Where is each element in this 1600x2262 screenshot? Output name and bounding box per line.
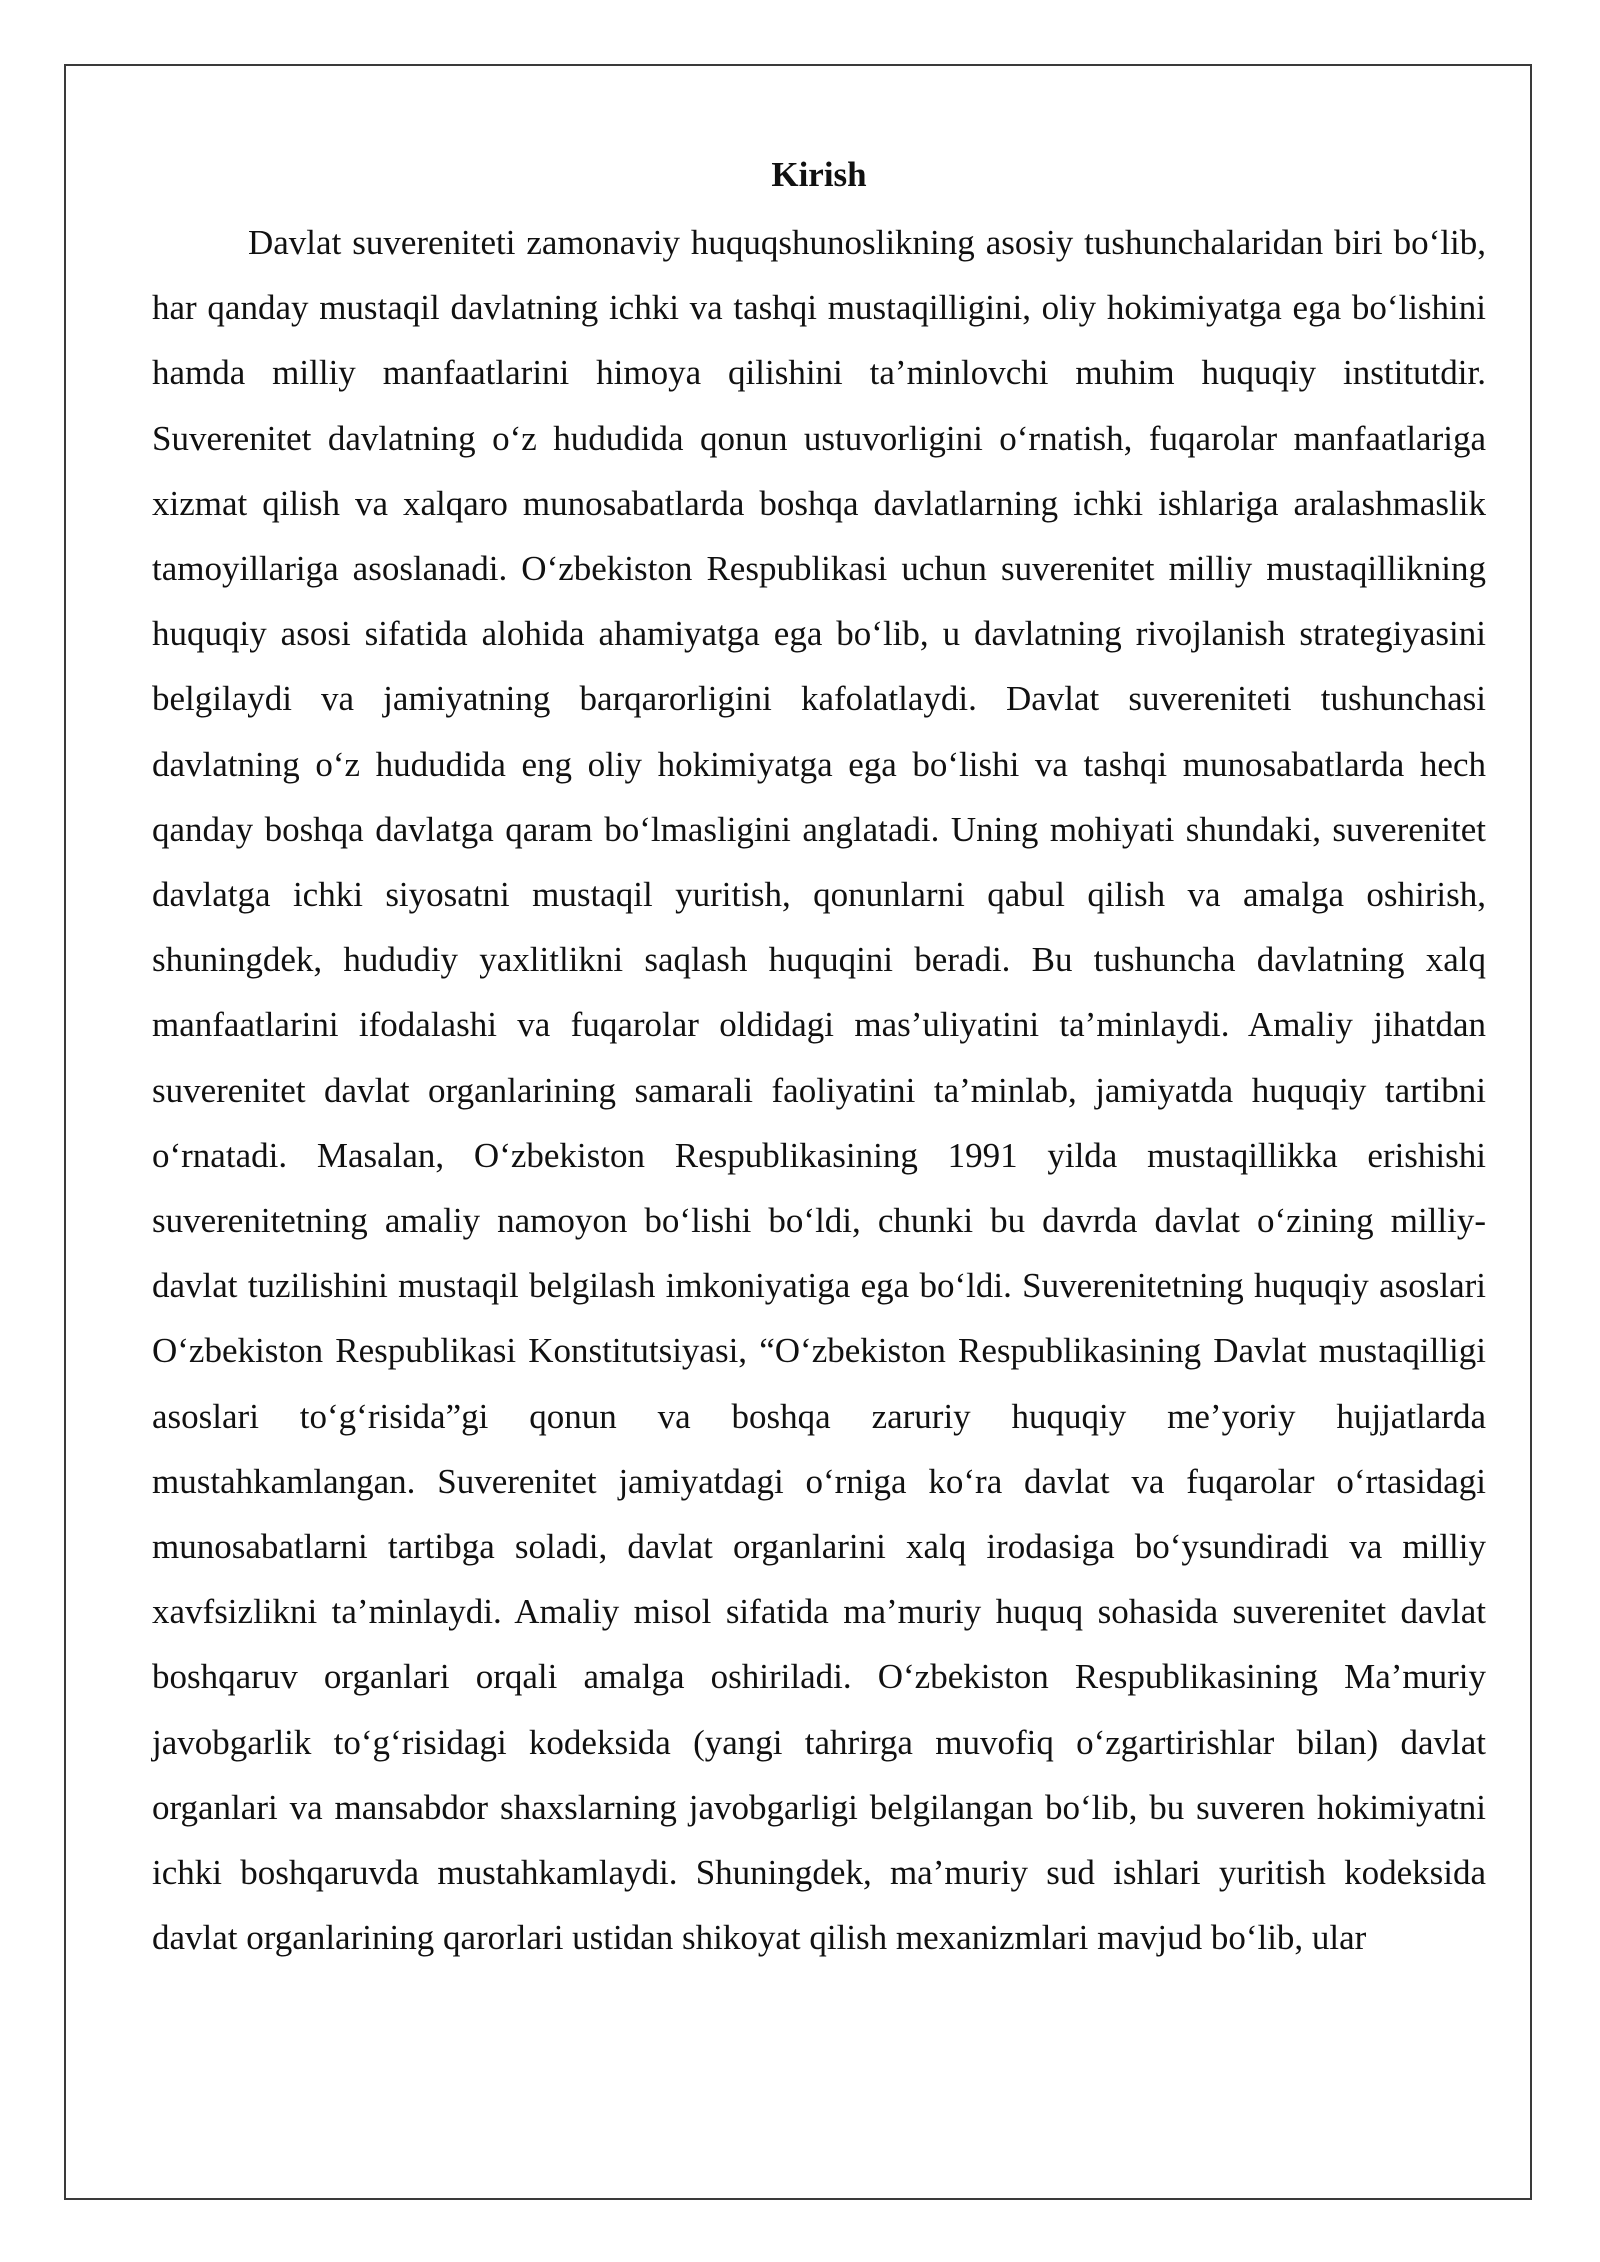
body-paragraph: Davlat suvereniteti zamonaviy huquqshunoslikning asosiy tushunchalaridan biri bo‘lib, har qanday mustaqil davlatning ichki va tashqi mustaqilligini, oliy hokimiyatga ega bo‘lishini hamda milliy manfaatlarini himoya qilishini ta’minlovchi muhim huquqiy institutdir. Suverenitet davlatning o‘z hududida qonun ustuvorligini o‘rnatish, fuqarolar manfaatlariga xizmat qilish va xalqaro munosabatlarda boshqa davlatlarning ichki ishlariga aralashmaslik tamoyillariga asoslanadi. O‘zbekiston Respublikasi uchun suverenitet milliy mustaqillikning huquqiy asosi sifatida alohida ahamiyatga ega bo‘lib, u davlatning rivojlanish strategiyasini belgilaydi va jamiyatning barqarorligini kafolatlaydi. Davlat suvereniteti tushunchasi davlatning o‘z hududida eng oliy hokimiyatga ega bo‘lishi va tashqi munosabatlarda hech qanday boshqa davlatga qaram bo‘lmasligini anglatadi. Uning mohiyati shundaki, suverenitet davlatga ichki siyosatni mustaqil yuritish, qonunlarni qabul qilish va amalga oshirish, shuningdek, hududiy yaxlitlikni saqlash huquqini beradi. Bu tushuncha davlatning xalq manfaatlarini ifodalashi va fuqarolar oldidagi mas’uliyatini ta’minlaydi. Amaliy jihatdan suverenitet davlat organlarining samarali faoliyatini ta’minlab, jamiyatda huquqiy tartibni o‘rnatadi. Masalan, O‘zbekiston Respublikasining 1991 yilda mustaqillikka erishishi suverenitetning amaliy namoyon bo‘lishi bo‘ldi, chunki bu davrda davlat o‘zining milliy-davlat tuzilishini mustaqil belgilash imkoniyatiga ega bo‘ldi. Suverenitetning huquqiy asoslari O‘zbekiston Respublikasi Konstitutsiyasi, “O‘zbekiston Respublikasining Davlat mustaqilligi asoslari to‘g‘risida”gi qonun va boshqa zaruriy huquqiy me’yoriy hujjatlarda mustahkamlangan. Suverenitet jamiyatdagi o‘rniga ko‘ra davlat va fuqarolar o‘rtasidagi munosabatlarni tartibga soladi, davlat organlarini xalq irodasiga bo‘ysundiradi va milliy xavfsizlikni ta’minlaydi. Amaliy misol sifatida ma’muriy huquq sohasida suverenitet davlat boshqaruv organlari orqali amalga oshiriladi. O‘zbekiston Respublikasining Ma’muriy javobgarlik to‘g‘risidagi kodeksida (yangi tahrirga muvofiq o‘zgartirishlar bilan) davlat organlari va mansabdor shaxslarning javobgarligi belgilangan bo‘lib, bu suveren hokimiyatni ichki boshqaruvda mustahkamlaydi. Shuningdek, ma’muriy sud ishlari yuritish kodeksida davlat organlarining qarorlari ustidan shikoyat qilish mexanizmlari mavjud bo‘lib, ular [152,223,1486,1958]
document-content [152,140,1486,1970]
document-title: Kirish [771,155,867,194]
